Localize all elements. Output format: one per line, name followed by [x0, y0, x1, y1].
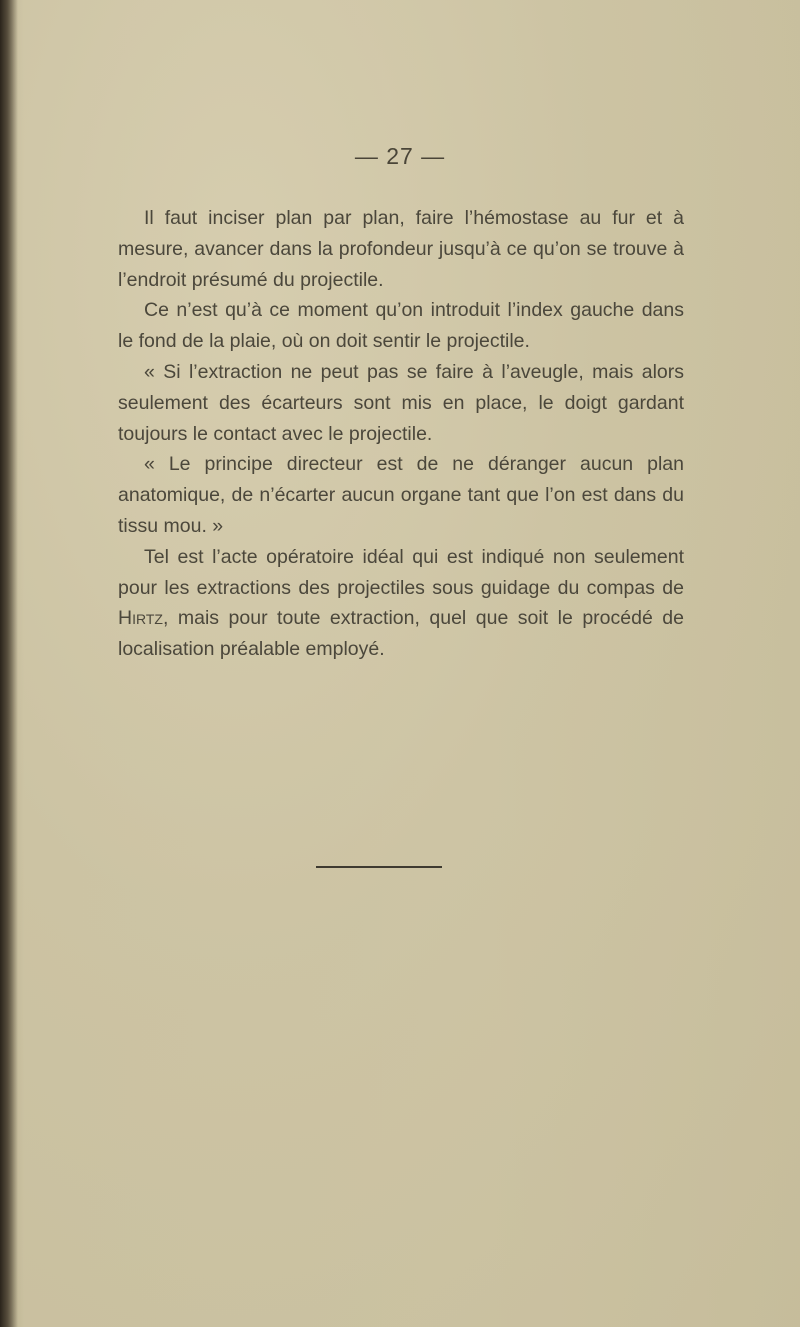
paragraph-3: « Si l’extraction ne peut pas se faire à l’aveugle, mais alors seulement des écarteurs sont mis en place, le doigt gardant toujours le contact avec le projectile.: [118, 360, 684, 445]
section-rule: [316, 866, 442, 868]
binding-shadow: [0, 0, 18, 1327]
body-text: [118, 203, 684, 665]
paragraph-5: [118, 542, 684, 665]
paragraph-1: Il faut inciser plan par plan, faire l’hémostase au fur et à mesure, avancer dans la profondeur jusqu’à ce qu’on se trouve à l’endroit présumé du projectile.: [118, 207, 684, 291]
author-name: Hirtz: [118, 607, 163, 630]
paragraph-4: « Le principe directeur est de ne déranger aucun plan anatomique, de n’écarter aucun organe tant que l’on est dans du tissu mou. »: [118, 453, 684, 537]
page-number: — 27 —: [354, 143, 446, 169]
paragraph-2: Ce n’est qu’à ce moment qu’on introduit l’index gauche dans le fond de la plaie, où on doit sentir le projectile.: [118, 299, 684, 353]
paragraph-5-end: , mais pour toute extraction, quel que soit le procédé de localisation préalable employé.: [118, 607, 684, 661]
paragraph-5-start: Tel est l’acte opératoire idéal qui est indiqué non seulement pour les extractions des projectiles sous guidage du compas de: [118, 545, 684, 599]
